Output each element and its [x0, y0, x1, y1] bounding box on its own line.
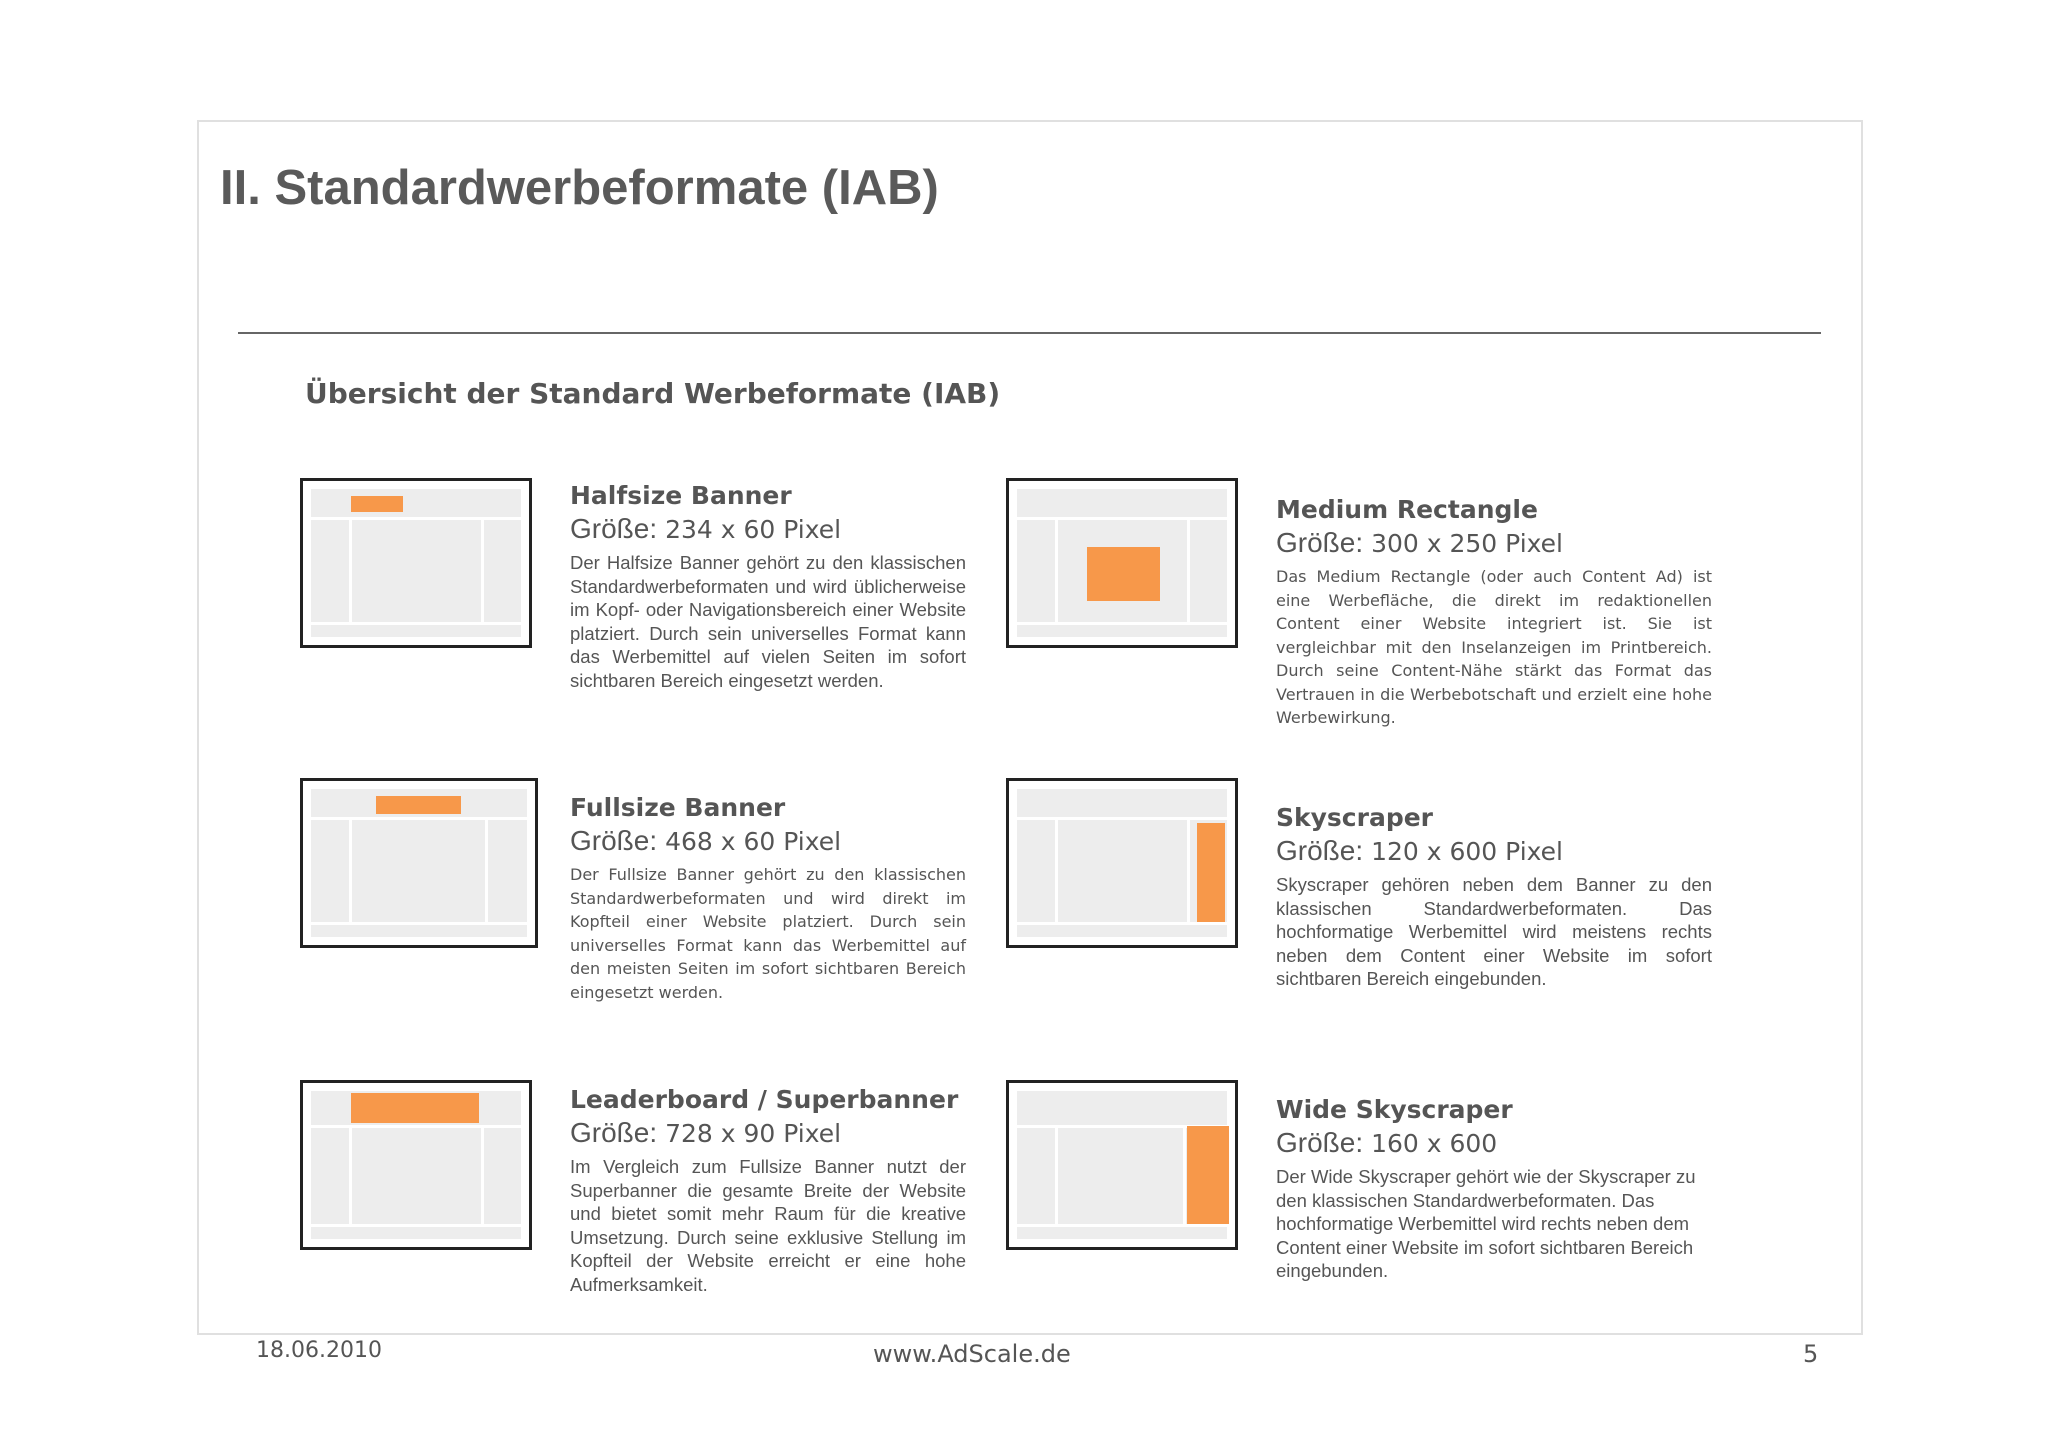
format-name: Medium Rectangle: [1276, 495, 1538, 524]
size-value: 468 x 60 Pixel: [665, 827, 842, 856]
mockup-left-column-divider: [349, 517, 352, 625]
format-size: [570, 824, 966, 859]
mockup-left-column-divider: [1055, 1125, 1058, 1227]
format-size: [1276, 526, 1712, 561]
wide-skyscraper-info: [1276, 1094, 1712, 1283]
mockup-header-divider: [311, 517, 521, 520]
size-value: 234 x 60 Pixel: [665, 515, 842, 544]
skyscraper-info: [1276, 802, 1712, 991]
footer-website: www.AdScale.de: [873, 1340, 1071, 1368]
skyscraper-mockup: [1006, 778, 1238, 948]
size-label: Größe:: [1276, 835, 1364, 866]
footer-date: 18.06.2010: [256, 1338, 382, 1363]
title-divider: [238, 332, 1821, 334]
format-size: [570, 1116, 966, 1151]
size-label: Größe:: [1276, 1127, 1364, 1158]
wide-skyscraper-ad-area: [1187, 1126, 1229, 1224]
format-description: Das Medium Rectangle (oder auch Content Ad) ist eine Werbefläche, die direkt im redaktionellen Content einer Website integriert ist. Sie ist vergleichbar mit den Inselanzeigen im Printbereich. Durch seine Content-Nähe stärkt das Format das Vertrauen in die Werbebotschaft und erzielt eine hohe Werbewirkung.: [1276, 567, 1712, 727]
mockup-right-column-divider: [1183, 1125, 1186, 1227]
format-description: Skyscraper gehören neben dem Banner zu den klassischen Standardwerbeformaten. Das hochformatige Werbemittel wird meistens rechts neben dem Content einer Website im sofort sichtbaren Bereich eingebunden.: [1276, 874, 1712, 989]
leaderboard-mockup: [300, 1080, 532, 1250]
slide-subtitle: Übersicht der Standard Werbeformate (IAB): [305, 377, 1001, 410]
format-size: [570, 512, 966, 547]
mockup-header-divider: [311, 1125, 521, 1128]
size-value: 160 x 600: [1371, 1129, 1498, 1158]
mockup-footer-divider: [1017, 1224, 1227, 1227]
format-size: [1276, 834, 1712, 869]
leaderboard-info: [570, 1084, 966, 1296]
format-description: Der Halfsize Banner gehört zu den klassischen Standardwerbeformaten und wird üblicherweise im Kopf- oder Navigationsbereich einer Website platziert. Durch sein universelles Format kann das Werbemittel auf vielen Seiten im sofort sichtbaren Bereich eingesetzt werden.: [570, 552, 966, 691]
slide-title: II. Standardwerbeformate (IAB): [220, 161, 939, 215]
format-name: Leaderboard / Superbanner: [570, 1085, 959, 1114]
mockup-right-column-divider: [485, 817, 488, 925]
mockup-left-column-divider: [1055, 517, 1058, 625]
skyscraper-ad-area: [1197, 823, 1225, 922]
halfsize-banner-mockup: [300, 478, 532, 648]
format-size: [1276, 1126, 1712, 1161]
size-label: Größe:: [570, 825, 658, 856]
mockup-page: [1017, 789, 1227, 937]
footer-page-number: 5: [1803, 1340, 1819, 1368]
mockup-header-divider: [1017, 517, 1227, 520]
mockup-footer-divider: [311, 1224, 521, 1227]
fullsize-banner-mockup: [300, 778, 538, 948]
medium-rectangle-ad-area: [1087, 547, 1160, 601]
mockup-footer-divider: [311, 622, 521, 625]
mockup-left-column-divider: [349, 1125, 352, 1227]
mockup-right-column-divider: [481, 1125, 484, 1227]
mockup-right-column-divider: [481, 517, 484, 625]
format-name: Fullsize Banner: [570, 793, 786, 822]
fullsize-banner-ad-area: [376, 796, 461, 814]
medium-rectangle-info: [1276, 494, 1712, 730]
format-description: Der Wide Skyscraper gehört wie der Skyscraper zu den klassischen Standardwerbeformaten. Das hochformatige Werbemittel wird rechts neben dem Content einer Website im sofort sichtbaren Bereich eingebunden.: [1276, 1166, 1696, 1281]
mockup-header-divider: [1017, 817, 1227, 820]
mockup-page: [311, 489, 521, 637]
size-label: Größe:: [570, 513, 658, 544]
format-name: Skyscraper: [1276, 803, 1434, 832]
mockup-footer-divider: [1017, 622, 1227, 625]
format-name: Wide Skyscraper: [1276, 1095, 1513, 1124]
size-label: Größe:: [1276, 527, 1364, 558]
wide-skyscraper-mockup: [1006, 1080, 1238, 1250]
mockup-left-column-divider: [1055, 817, 1058, 925]
format-name: Halfsize Banner: [570, 481, 792, 510]
halfsize-banner-ad-area: [351, 496, 403, 512]
mockup-footer-divider: [1017, 922, 1227, 925]
size-value: 120 x 600 Pixel: [1371, 837, 1563, 866]
size-value: 728 x 90 Pixel: [665, 1119, 842, 1148]
mockup-right-column-divider: [1187, 517, 1190, 625]
halfsize-banner-info: [570, 480, 966, 692]
size-value: 300 x 250 Pixel: [1371, 529, 1563, 558]
mockup-footer-divider: [311, 922, 527, 925]
medium-rectangle-mockup: [1006, 478, 1238, 648]
format-description: Der Fullsize Banner gehört zu den klassischen Standardwerbeformaten und wird direkt im Kopfteil einer Website platziert. Durch sein universelles Format kann das Werbemittel auf den meisten Seiten im sofort sichtbaren Bereich eingesetzt werden.: [570, 865, 966, 1002]
mockup-right-column-divider: [1187, 817, 1190, 925]
leaderboard-ad-area: [351, 1093, 479, 1123]
size-label: Größe:: [570, 1117, 658, 1148]
fullsize-banner-info: [570, 792, 966, 1004]
format-description: Im Vergleich zum Fullsize Banner nutzt der Superbanner die gesamte Breite der Website und bietet somit mehr Raum für die kreative Umsetzung. Durch seine exklusive Stellung im Kopfteil der Website erreicht er eine hohe Aufmerksamkeit.: [570, 1156, 966, 1295]
mockup-header-divider: [311, 817, 527, 820]
mockup-left-column-divider: [349, 817, 352, 925]
